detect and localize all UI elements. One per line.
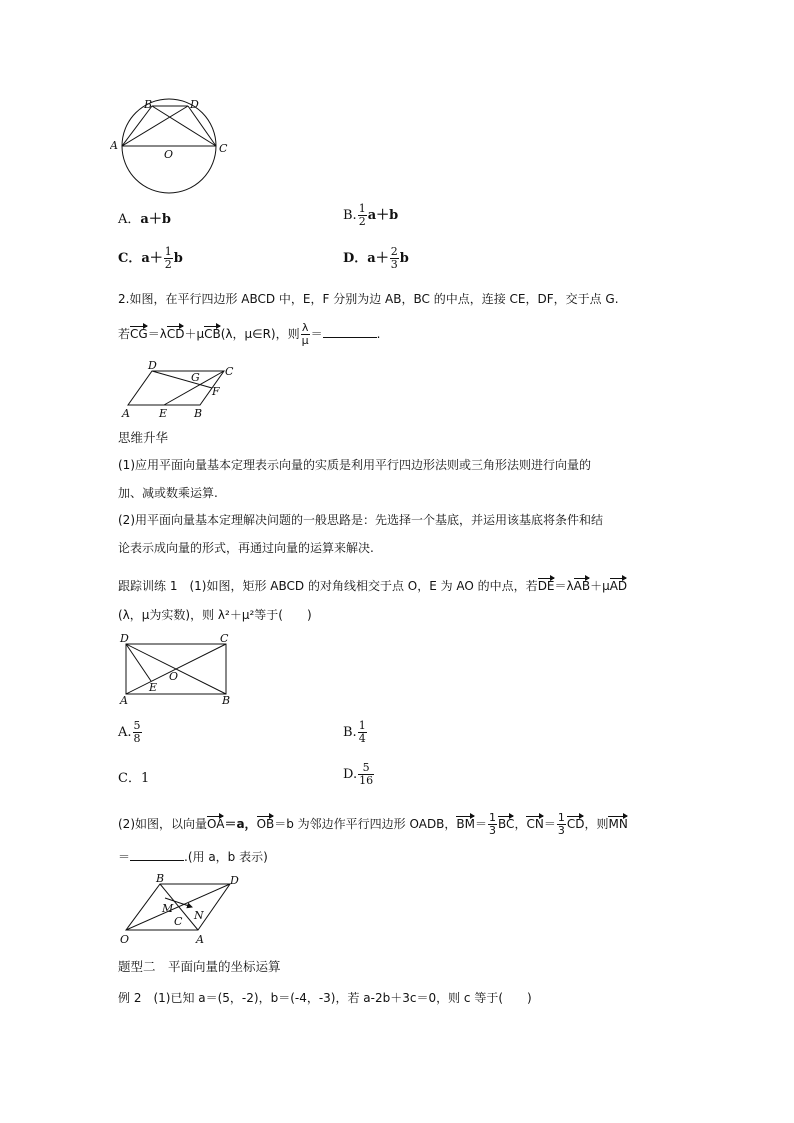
label-a: A	[122, 407, 130, 420]
segment-de	[126, 644, 151, 681]
label-n: N	[194, 909, 204, 922]
chord-bc	[152, 106, 216, 146]
label-d: D	[148, 360, 157, 372]
label-m: M	[162, 902, 174, 915]
answer-blank[interactable]	[323, 327, 377, 338]
label-c: C	[219, 142, 228, 155]
rectangle-figure	[116, 630, 246, 706]
option-d: D．a＋ $\frac{2}{3}$ b	[343, 245, 409, 271]
label-c: C	[220, 632, 229, 645]
label-e: E	[159, 407, 168, 420]
segment-df	[152, 371, 212, 388]
label-c: C	[225, 365, 234, 378]
label-e: E	[149, 681, 158, 694]
answer-blank-2[interactable]	[130, 850, 184, 861]
option-c: C．a＋ $\frac{1}{2}$ b	[118, 245, 183, 271]
label-o: O	[169, 670, 179, 683]
label-b: B	[144, 98, 153, 111]
thinking-p2a: (2)用平面向量基本定理解决问题的一般思路是：先选择一个基底，并运用该基底将条件和结	[118, 513, 604, 527]
thinking-p1a: (1)应用平面向量基本定理表示向量的实质是利用平行四边形法则或三角形法则进行向量的	[118, 458, 592, 472]
p1-option-a: A. $\frac{5}{8}$	[118, 719, 141, 745]
thinking-title: 思维升华	[118, 430, 169, 445]
q2-line1: 2.如图，在平行四边形 ABCD 中，E，F 分别为边 AB，BC 的中点，连接 CE，DF，交于点 G.	[118, 292, 619, 306]
label-c: C	[174, 915, 183, 928]
label-g: G	[191, 371, 200, 384]
label-a: A	[196, 933, 204, 946]
parallelogram-figure	[118, 360, 248, 420]
label-f: F	[212, 385, 220, 398]
option-b: B. $\frac{1}{2}$ a＋b	[343, 202, 399, 228]
p1-option-c: C．1	[118, 771, 150, 786]
practice-line1: 跟踪训练 1 (1)如图，矩形 ABCD 的对角线相交于点 O，E 为 AO 的中点，若DE＝λAB＋μAD	[118, 579, 628, 593]
label-o: O	[120, 933, 130, 946]
label-b: B	[222, 694, 231, 706]
example2-text: 例 2 (1)已知 a＝(5，-2)，b＝(-4，-3)，若 a-2b＋3c＝0，则 c 等于( )	[118, 991, 532, 1005]
thinking-p2b: 论表示成向量的形式，再通过向量的运算来解决.	[118, 541, 374, 555]
q2-line2: 若CG＝λCD＋μCB(λ，μ∈R)，则 $\frac{\lambda}{\mu}$ ＝ .	[118, 321, 381, 347]
section-heading: 题型二 平面向量的坐标运算	[118, 959, 281, 974]
thinking-p1b: 加、减或数乘运算.	[118, 486, 218, 500]
circle-figure	[110, 96, 240, 196]
practice2-line2: ＝ .(用 a，b 表示)	[118, 850, 268, 864]
option-a: A．a＋b	[118, 212, 171, 227]
label-d: D	[230, 874, 239, 887]
label-o: O	[164, 148, 174, 161]
practice-line2: (λ，μ为实数)，则 λ²＋μ²等于( )	[118, 608, 312, 622]
label-d: D	[120, 632, 129, 645]
practice2-line1: (2)如图，以向量OA＝a，OB＝b 为邻边作平行四边形 OADB，BM＝ $\frac{1}{3}$ BC，CN＝ $\frac{1}{3}$ CD，则MN	[118, 811, 628, 837]
label-a: A	[120, 694, 128, 706]
p1-option-b: B. $\frac{1}{4}$	[343, 719, 366, 745]
label-d: D	[190, 98, 199, 111]
p1-option-d: D. $\frac{5}{16}$	[343, 761, 374, 787]
parallelogram-abcd	[128, 371, 224, 405]
label-b: B	[156, 872, 165, 885]
label-a: A	[110, 139, 118, 152]
vector-parallelogram-figure	[118, 872, 248, 946]
chord-ad	[122, 106, 188, 146]
label-b: B	[194, 407, 203, 420]
